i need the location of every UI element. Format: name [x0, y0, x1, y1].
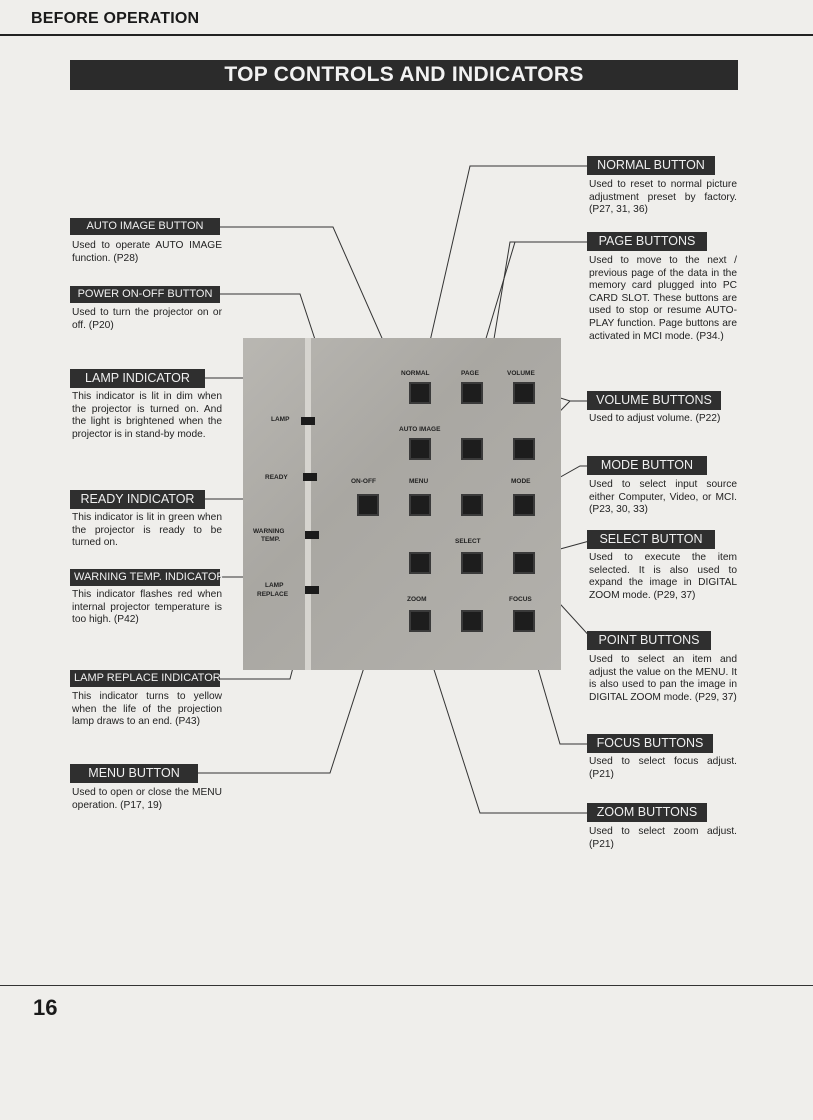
power-on-off-button-label: POWER ON-OFF BUTTON — [70, 286, 220, 303]
panel-label-replace: REPLACE — [257, 591, 289, 598]
volume-down-button[interactable] — [513, 438, 535, 460]
point-up-button[interactable] — [461, 494, 483, 516]
panel-label-lamp: LAMP — [271, 416, 290, 423]
normal-button-desc: Used to reset to normal picture adjustment preset by factory. (P27, 31, 36) — [589, 179, 737, 216]
page-buttons-desc: Used to move to the next / previous page of the data in the memory card plugged into PC CARD SLOT. These buttons are used to stop or resume AUTO-PLAY function. Page buttons are activated in MCI mode. (P34.) — [589, 255, 737, 342]
panel-label-zoom: ZOOM — [407, 596, 427, 603]
menu-button-label: MENU BUTTON — [70, 764, 198, 783]
point-buttons-desc: Used to select an item and adjust the value on the MENU. It is also used to pan the image in DIGITAL ZOOM mode. (P29, 37) — [589, 654, 737, 703]
mode-button-label: MODE BUTTON — [587, 456, 707, 475]
volume-buttons-desc: Used to adjust volume. (P22) — [589, 413, 721, 424]
panel-label-on-off: ON-OFF — [351, 478, 376, 485]
point-left-button[interactable] — [409, 552, 431, 574]
lamp-indicator-label: LAMP INDICATOR — [70, 369, 205, 388]
panel-label-volume: VOLUME — [507, 370, 535, 377]
point-right-button[interactable] — [513, 552, 535, 574]
select-button-desc: Used to execute the item selected. It is also used to expand the image in DIGITAL ZOOM mode. (P29, 37) — [589, 552, 737, 601]
mode-button-desc: Used to select input source either Computer, Video, or MCI. (P23, 30, 33) — [589, 479, 737, 516]
focus-button[interactable] — [513, 610, 535, 632]
panel-edge — [305, 338, 311, 670]
panel-label-temp: TEMP. — [261, 536, 281, 543]
panel-label-menu: MENU — [409, 478, 429, 485]
focus-buttons-desc: Used to select focus adjust. (P21) — [589, 756, 737, 780]
auto-image-button-label: AUTO IMAGE BUTTON — [70, 218, 220, 235]
lamp-replace-indicator-desc: This indicator turns to yellow when the life of the projection lamp draws to an end. (P43) — [72, 691, 222, 728]
mode-button[interactable] — [513, 494, 535, 516]
page-up-button[interactable] — [461, 382, 483, 404]
menu-button-desc: Used to open or close the MENU operation. (P17, 19) — [72, 787, 222, 811]
select-button-label: SELECT BUTTON — [587, 530, 715, 549]
volume-buttons-label: VOLUME BUTTONS — [587, 391, 721, 410]
warning-temp-indicator — [305, 531, 319, 539]
panel-label-focus: FOCUS — [509, 596, 532, 603]
bottom-rule — [0, 985, 813, 986]
lamp-replace-indicator — [305, 586, 319, 594]
panel-label-lamp-2: LAMP — [265, 582, 284, 589]
select-button[interactable] — [461, 552, 483, 574]
menu-button[interactable] — [409, 494, 431, 516]
ready-indicator — [303, 473, 317, 481]
auto-image-button-desc: Used to operate AUTO IMAGE function. (P28) — [72, 240, 222, 264]
normal-button[interactable] — [409, 382, 431, 404]
zoom-buttons-label: ZOOM BUTTONS — [587, 803, 707, 822]
normal-button-label: NORMAL BUTTON — [587, 156, 715, 175]
panel-label-page: PAGE — [461, 370, 479, 377]
auto-image-button[interactable] — [409, 438, 431, 460]
ready-indicator-desc: This indicator is lit in green when the projector is ready to be turned on. — [72, 512, 222, 549]
warning-temp-indicator-label: WARNING TEMP. INDICATOR — [70, 569, 220, 586]
power-on-off-button-desc: Used to turn the projector on or off. (P20) — [72, 307, 222, 331]
point-down-button[interactable] — [461, 610, 483, 632]
page-number: 16 — [33, 995, 58, 1020]
page-buttons-label: PAGE BUTTONS — [587, 232, 707, 251]
lamp-indicator-desc: This indicator is lit in dim when the projector is turned on. And the light is brightened when the projector is in stand-by mode. — [72, 391, 222, 440]
power-on-off-button[interactable] — [357, 494, 379, 516]
panel-label-auto-image: AUTO IMAGE — [399, 426, 441, 433]
panel-label-ready: READY — [265, 474, 288, 481]
page-down-button[interactable] — [461, 438, 483, 460]
zoom-buttons-desc: Used to select zoom adjust. (P21) — [589, 826, 737, 850]
warning-temp-indicator-desc: This indicator flashes red when internal projector temperature is too high. (P42) — [72, 589, 222, 626]
page-title: TOP CONTROLS AND INDICATORS — [70, 60, 738, 90]
panel-label-select: SELECT — [455, 538, 481, 545]
panel-label-normal: NORMAL — [401, 370, 430, 377]
zoom-button[interactable] — [409, 610, 431, 632]
lamp-replace-indicator-label: LAMP REPLACE INDICATOR — [70, 670, 220, 687]
volume-up-button[interactable] — [513, 382, 535, 404]
control-panel-illustration — [243, 338, 561, 670]
panel-label-mode: MODE — [511, 478, 531, 485]
section-heading: BEFORE OPERATION — [31, 10, 200, 27]
lamp-indicator — [301, 417, 315, 425]
point-buttons-label: POINT BUTTONS — [587, 631, 711, 650]
ready-indicator-label: READY INDICATOR — [70, 490, 205, 509]
focus-buttons-label: FOCUS BUTTONS — [587, 734, 713, 753]
panel-label-warning: WARNING — [253, 528, 285, 535]
